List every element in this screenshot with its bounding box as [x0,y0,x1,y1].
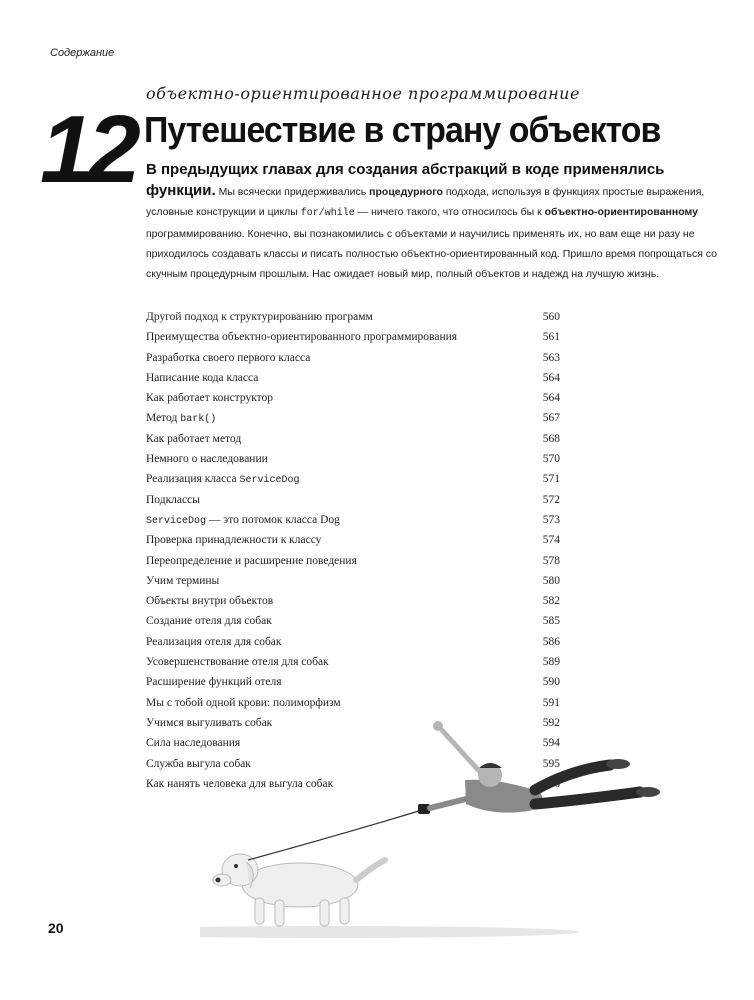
toc-entry-page: 564 [542,392,560,405]
toc-entry-code: ServiceDog [146,515,207,527]
toc-entry-title [146,473,299,486]
intro-text: программированию. Конечно, вы познакомились с объектами и научились применять их, но вам еще ни разу не приходилось создавать классы и писать полностью объектно-ориентированный код. Пришло время попрощаться со скучным процедурным прошлым. Нас ожидает новый мир, полный объектов и надежд на лучшую жизнь. [146,228,718,280]
toc-entry-text: Проверка принадлежности к классу [146,534,322,547]
toc-entry-title [146,555,357,567]
man-icon [418,721,660,814]
toc-entry-title [146,595,273,607]
toc-entry-text: — это потомок класса Dog [206,513,340,526]
ground-shadow [200,926,580,938]
toc-entry-page: 571 [542,473,560,486]
toc-entry-page: 570 [542,453,560,466]
toc-entry-page: 595 [542,757,560,770]
toc-entry [146,392,560,412]
intro-text: — ничего такого, что относилось бы к [354,206,545,218]
toc-entry-text: Сила наследования [146,737,241,750]
toc-entry-text: Служба выгула собак [146,757,251,770]
toc-entry [146,636,560,656]
toc-entry-text: Расширение функций отеля [146,676,282,689]
leash-line [248,810,422,860]
toc-entry [146,412,560,432]
toc-entry-code: ServiceDog [239,475,300,487]
toc-entry-code: bark() [180,414,217,426]
toc-entry-title [146,636,282,648]
toc-entry [146,473,560,493]
toc-entry-text: Создание отеля для собак [146,615,272,628]
dog-icon [213,854,385,926]
toc-entry-text: Как нанять человека для выгула собак [146,777,334,790]
toc-entry [146,615,560,635]
toc-entry [146,514,560,534]
toc-entry-text: Преимущества объектно-ориентированного программирования [146,331,458,344]
toc-entry-text: Написание кода класса [146,371,259,384]
toc-entry [146,311,560,331]
toc-entry-page: 596 [542,777,560,790]
toc-entry-page: 591 [542,696,560,709]
toc-entry [146,352,560,372]
toc-entry [146,453,560,473]
toc-entry-page: 572 [542,493,560,506]
intro-bold-term: объектно-ориентированному [544,206,698,218]
chapter-kicker: объектно-ориентированное программирование [146,84,580,103]
toc-entry-text: Усовершенствование отеля для собак [146,656,329,669]
toc-entry [146,575,560,595]
toc-entry-text: Учим термины [146,574,220,587]
toc-entry-title [146,534,321,546]
toc-entry-text: Разработка своего первого класса [146,351,311,364]
intro-lead: В предыдущих главах для создания абстракций в коде применялись функции. [146,161,665,199]
toc-entry-text: Метод [146,412,181,425]
toc-entry-page: 592 [542,716,560,729]
toc-entry-page: 585 [542,615,560,628]
toc-entry-title [146,676,282,688]
toc-entry-text: Реализация класса [146,473,240,486]
toc-entry-page: 574 [542,534,560,547]
toc-entry-text: Как работает метод [146,432,242,445]
toc-entry-page: 578 [542,554,560,567]
toc-entry-title [146,311,373,323]
toc-entry-text: Объекты внутри объектов [146,595,274,608]
toc-entry-page: 580 [542,574,560,587]
intro-code: for/while [300,208,355,219]
toc-entry [146,676,560,696]
toc-entry [146,372,560,392]
toc-entry-title [146,453,268,465]
intro-text: Мы всячески придерживались [215,186,370,198]
toc-entry-title [146,372,258,384]
toc-entry [146,331,560,351]
toc-entry [146,656,560,676]
toc-entry-title [146,392,273,404]
toc-entry-title [146,656,329,668]
chapter-number: 12 [40,96,135,203]
toc-entry-page: 586 [542,635,560,648]
toc-entry-text: Немного о наследовании [146,453,268,466]
toc-entry-text: Как работает конструктор [146,392,273,405]
toc-entry-text: Другой подход к структурированию программ [146,311,373,323]
toc-entry-page: 567 [542,412,560,425]
toc-entry-title [146,575,219,587]
toc-entry-page: 563 [542,351,560,364]
toc-entry-title [146,433,241,445]
intro-text: подхода, используя в функциях простые выражения, условные конструкции и циклы [146,186,705,218]
page-number: 20 [48,920,64,936]
toc-entry-title [146,352,310,364]
section-label: Содержание [50,47,115,59]
toc-entry-text: Реализация отеля для собак [146,635,282,648]
chapter-intro [146,160,726,284]
intro-bold-term: процедурного [369,186,443,198]
toc-entry-page: 590 [542,676,560,689]
toc-entry-page: 568 [542,432,560,445]
toc-entry-title [146,331,457,343]
dog-walker-illustration [200,720,680,950]
toc-entry [146,555,560,575]
toc-entry [146,697,560,717]
toc-entry-title [146,412,216,425]
toc-entry-page: 560 [542,311,560,323]
toc-entry-title [146,697,341,709]
toc-entry-text: Подклассы [146,493,200,506]
toc-entry-title [146,514,340,527]
toc-entry-title [146,494,200,506]
toc-entry-title [146,615,272,627]
toc-entry [146,433,560,453]
toc-entry-text: Мы с тобой одной крови: полиморфизм [146,696,341,709]
toc-entry-page: 589 [542,656,560,669]
toc-entry [146,494,560,514]
toc-entry-page: 561 [542,331,560,344]
toc-entry [146,534,560,554]
toc-entry-page: 594 [542,737,560,750]
toc-entry-page: 582 [542,595,560,608]
toc-entry-page: 564 [542,371,560,384]
toc-entry-text: Учимся выгуливать собак [146,716,273,729]
toc-entry [146,595,560,615]
chapter-title: Путешествие в страну объектов [144,109,661,150]
toc-entry-text: Переопределение и расширение поведения [146,554,357,567]
toc-entry-page: 573 [542,513,560,526]
